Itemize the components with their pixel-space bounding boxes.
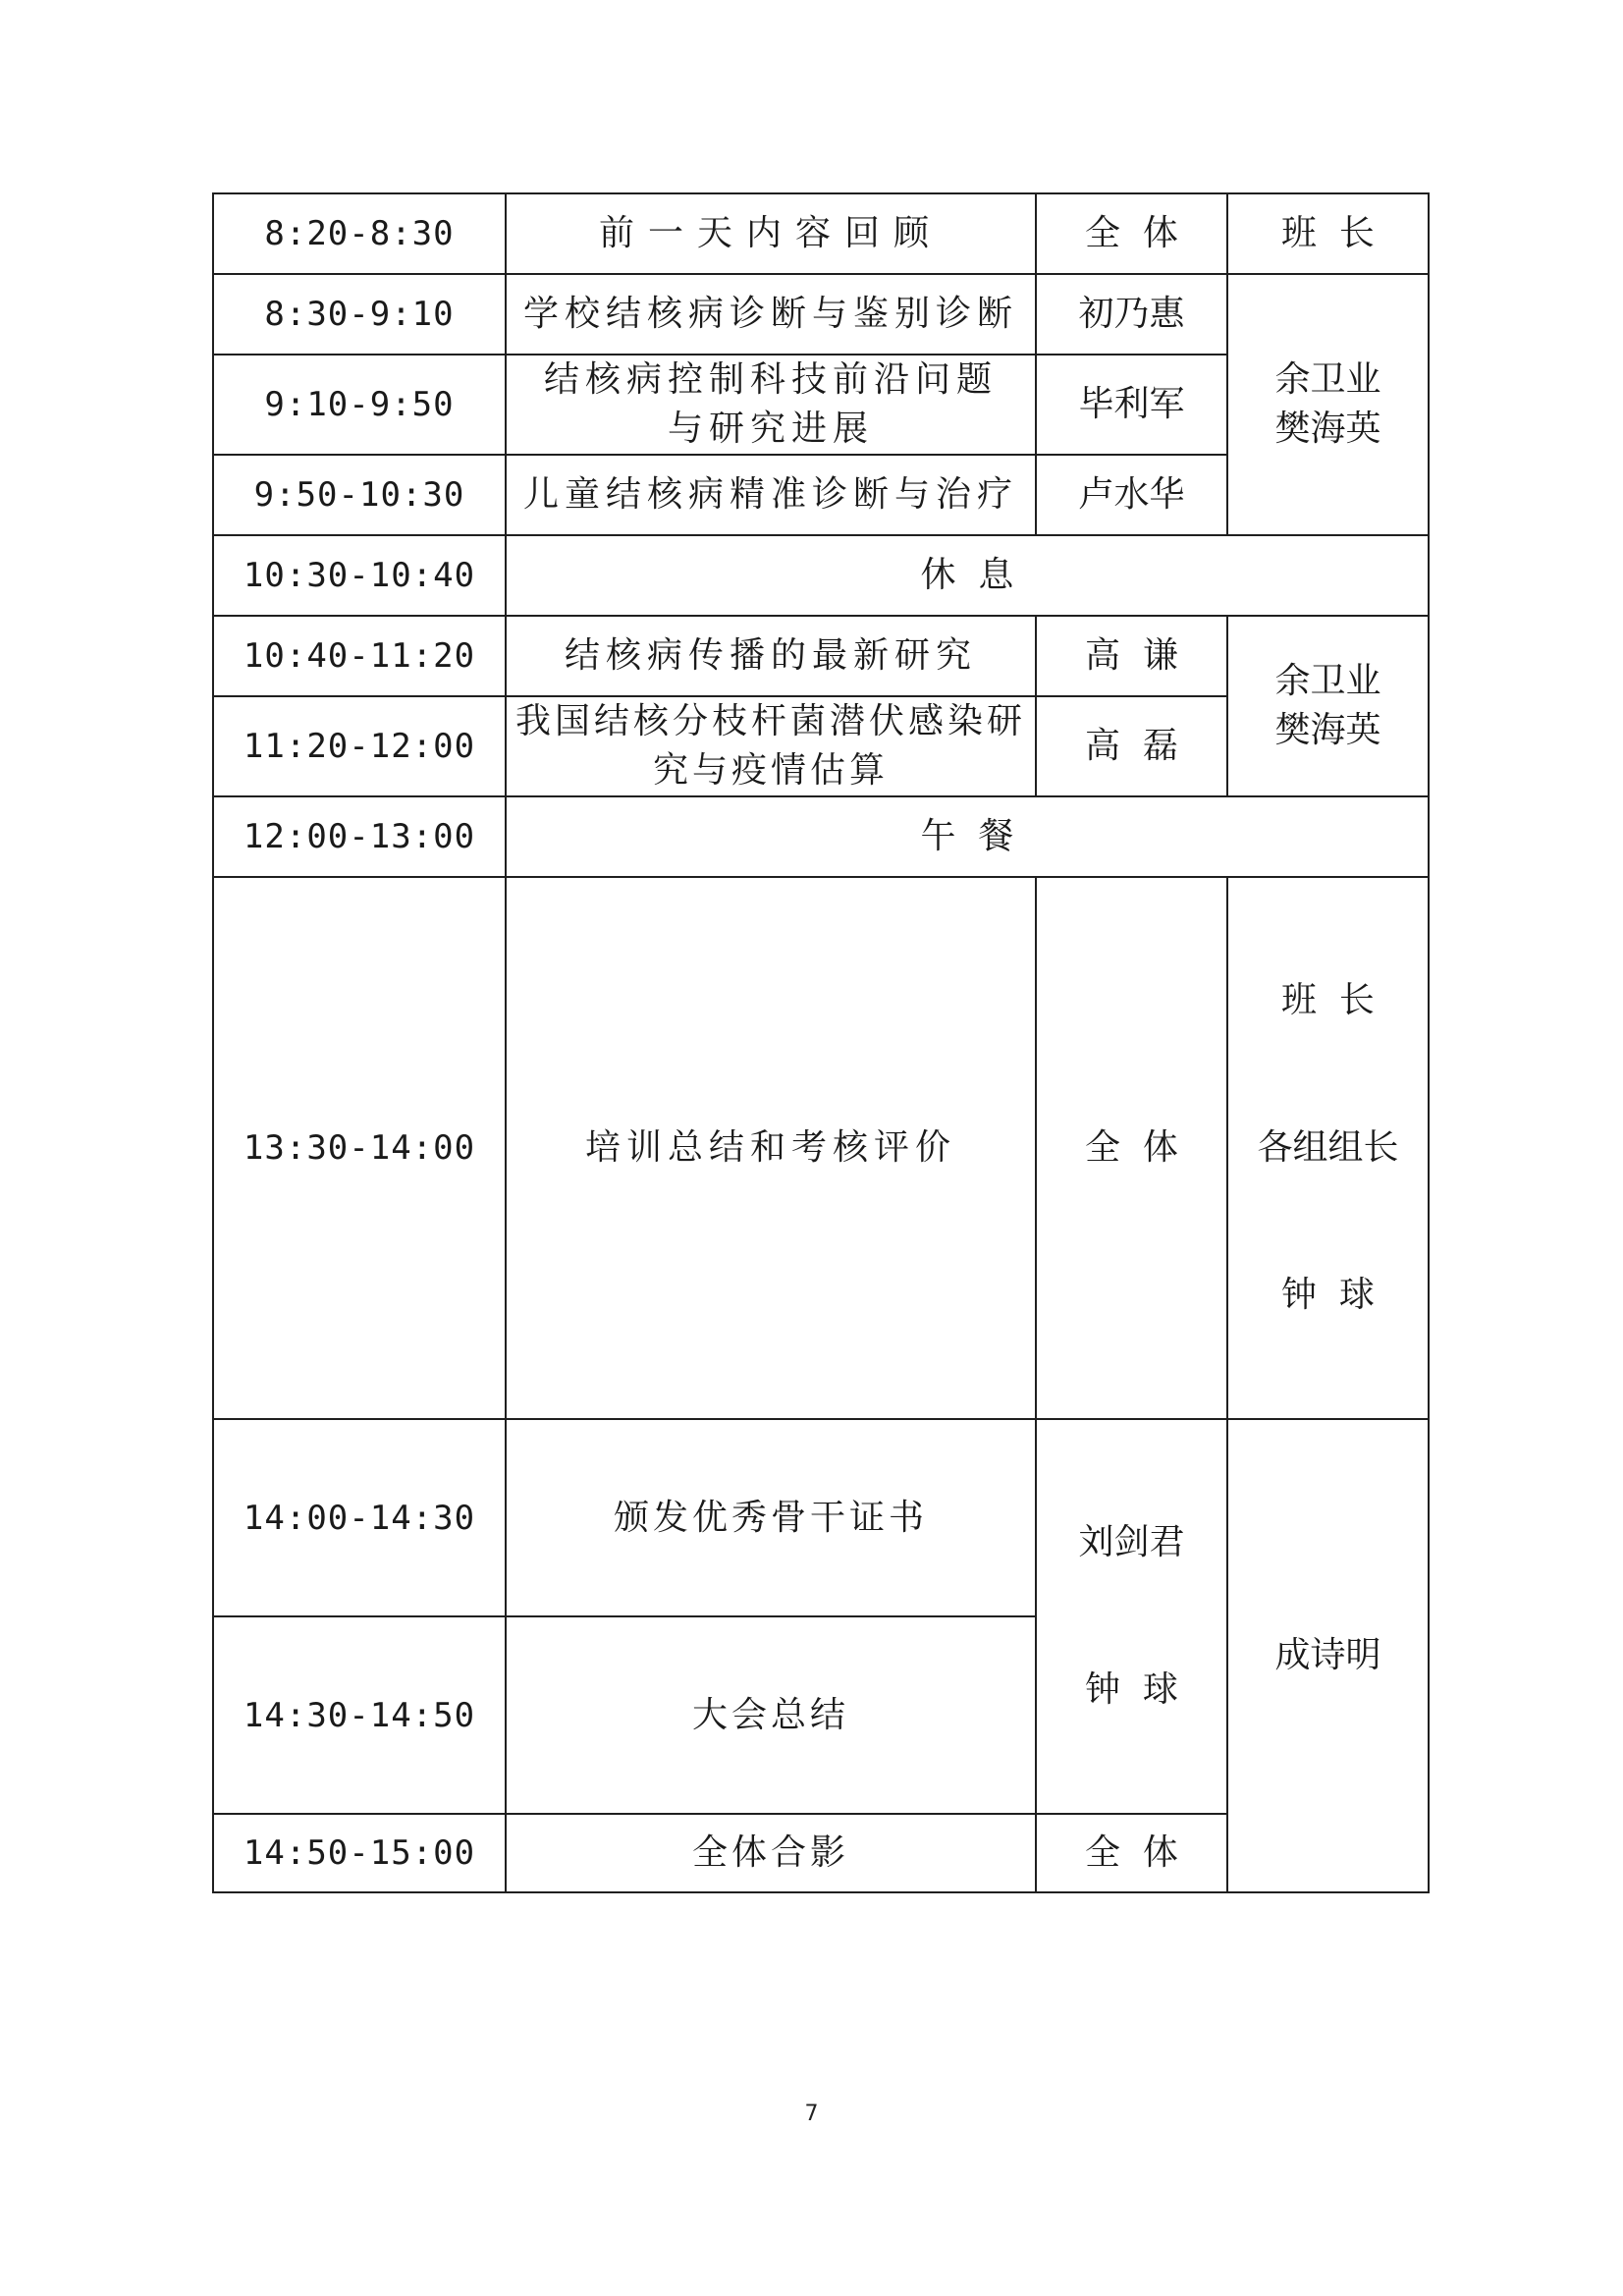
host-cell (1227, 877, 1429, 1419)
time-cell: 8:20-8:30 (213, 193, 506, 274)
host-cell (1227, 616, 1429, 796)
speaker-cell: 初乃惠 (1036, 274, 1227, 355)
host-name: 各组组长 (1257, 1127, 1399, 1168)
topic-cell: 前一天内容回顾 (506, 193, 1036, 274)
topic-cell: 颁发优秀骨干证书 (506, 1419, 1036, 1616)
table-row (213, 796, 1429, 877)
schedule-table (212, 192, 1430, 1893)
time-cell: 9:50-10:30 (213, 455, 506, 535)
host-name: 钟 球 (1281, 1275, 1375, 1315)
speaker-cell: 全 体 (1036, 193, 1227, 274)
host-name: 余卫业 (1274, 359, 1381, 400)
speaker-cell: 卢水华 (1036, 455, 1227, 535)
time-cell: 14:30-14:50 (213, 1616, 506, 1814)
topic-line: 我国结核分枝杆菌潜伏感染研 (514, 701, 1026, 741)
speaker-cell: 毕利军 (1036, 355, 1227, 455)
speaker-name: 刘剑君 (1078, 1522, 1185, 1562)
host-name: 班 长 (1281, 980, 1375, 1020)
table-row (213, 1419, 1429, 1616)
host-name: 樊海英 (1274, 710, 1381, 750)
topic-line: 结核病控制科技前沿问题 (543, 359, 998, 400)
time-cell: 11:20-12:00 (213, 696, 506, 796)
table-row (213, 616, 1429, 696)
topic-cell: 全体合影 (506, 1814, 1036, 1892)
speaker-cell: 高 磊 (1036, 696, 1227, 796)
topic-cell: 培训总结和考核评价 (506, 877, 1036, 1419)
time-cell: 12:00-13:00 (213, 796, 506, 877)
speaker-cell (1036, 1419, 1227, 1814)
speaker-cell: 全 体 (1036, 1814, 1227, 1892)
topic-cell (506, 696, 1036, 796)
topic-line: 与研究进展 (667, 409, 874, 449)
time-cell: 9:10-9:50 (213, 355, 506, 455)
topic-cell: 学校结核病诊断与鉴别诊断 (506, 274, 1036, 355)
topic-cell: 儿童结核病精准诊断与治疗 (506, 455, 1036, 535)
topic-line: 究与疫情估算 (652, 750, 889, 791)
table-row (213, 535, 1429, 616)
time-cell: 14:00-14:30 (213, 1419, 506, 1616)
time-cell: 10:40-11:20 (213, 616, 506, 696)
topic-cell: 大会总结 (506, 1616, 1036, 1814)
host-cell (1227, 274, 1429, 535)
host-cell: 成诗明 (1227, 1419, 1429, 1892)
speaker-name: 钟 球 (1085, 1669, 1178, 1710)
table-row (213, 193, 1429, 274)
speaker-cell: 高 谦 (1036, 616, 1227, 696)
time-cell: 8:30-9:10 (213, 274, 506, 355)
lunch-cell: 午 餐 (506, 796, 1429, 877)
host-cell: 班 长 (1227, 193, 1429, 274)
host-name: 余卫业 (1274, 661, 1381, 701)
table-row (213, 274, 1429, 355)
time-cell: 14:50-15:00 (213, 1814, 506, 1892)
page-number: 7 (804, 2102, 819, 2126)
host-name: 樊海英 (1274, 409, 1381, 449)
time-cell: 10:30-10:40 (213, 535, 506, 616)
time-cell: 13:30-14:00 (213, 877, 506, 1419)
topic-cell: 结核病传播的最新研究 (506, 616, 1036, 696)
break-cell: 休 息 (506, 535, 1429, 616)
table-row (213, 877, 1429, 1419)
topic-cell (506, 355, 1036, 455)
speaker-cell: 全 体 (1036, 877, 1227, 1419)
